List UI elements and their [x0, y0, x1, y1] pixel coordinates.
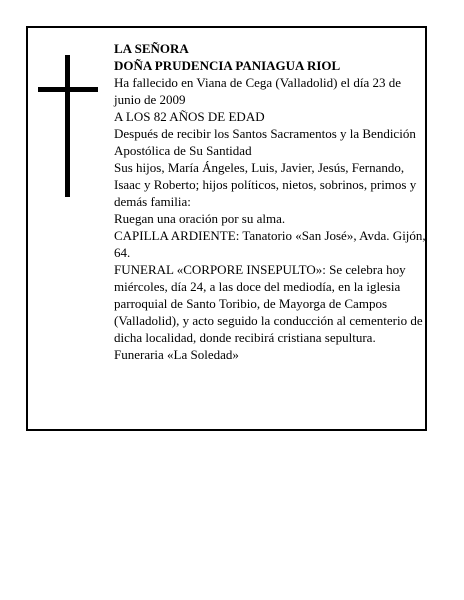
cross-horizontal-bar — [38, 87, 98, 92]
notice-title: LA SEÑORA — [114, 41, 189, 56]
funeral-line: FUNERAL «CORPORE INSEPULTO»: Se celebra hoy miércoles, día 24, a las doce del mediodía, en la iglesia parroquial de Santo Toribio, de Mayorga de Campos (Valladolid), y acto seguido la conducción al cementerio de dicha localidad, donde recibirá cristiana sepultura. — [114, 262, 423, 345]
funeral-home-line: Funeraria «La Soledad» — [114, 347, 239, 362]
sacraments-line: Después de recibir los Santos Sacramentos y la Bendición Apostólica de Su Santidad — [114, 126, 416, 158]
age-line: A LOS 82 AÑOS DE EDAD — [114, 109, 265, 124]
cross-icon — [38, 55, 98, 197]
prayer-line: Ruegan una oración por su alma. — [114, 211, 286, 226]
deceased-name: DOÑA PRUDENCIA PANIAGUA RIOL — [114, 58, 341, 73]
obituary-text — [114, 40, 426, 363]
death-info: Ha fallecido en Viana de Cega (Valladolid) el día 23 de junio de 2009 — [114, 75, 402, 107]
cross-vertical-bar — [65, 55, 70, 197]
obituary-card — [26, 26, 427, 431]
chapel-line: CAPILLA ARDIENTE: Tanatorio «San José», Avda. Gijón, 64. — [114, 228, 426, 260]
family-line: Sus hijos, María Ángeles, Luis, Javier, Jesús, Fernando, Isaac y Roberto; hijos políticos, nietos, sobrinos, primos y demás familia: — [114, 160, 417, 209]
